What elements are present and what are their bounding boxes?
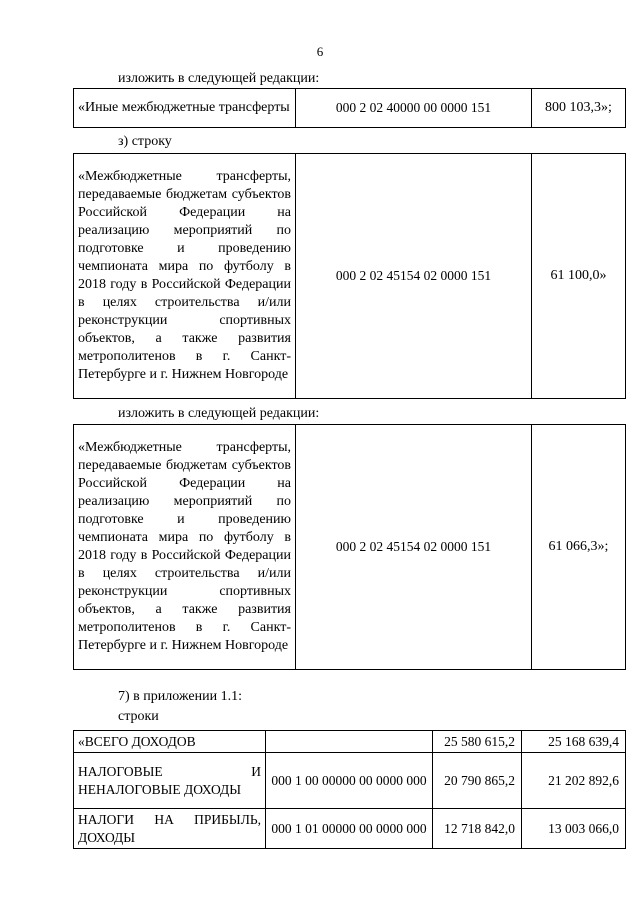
row-code: 000 2 02 40000 00 0000 151 [296, 89, 532, 128]
table-new-row [73, 424, 626, 670]
row-code: 000 1 01 00000 00 0000 000 [266, 809, 433, 849]
row-value-2: 25 168 639,4 [522, 731, 626, 753]
row-code: 000 1 00 00000 00 0000 000 [266, 753, 433, 809]
row-code [266, 731, 433, 753]
table-row [74, 809, 626, 849]
table-row [74, 89, 626, 128]
row-value-1: 12 718 842,0 [433, 809, 522, 849]
row-code: 000 2 02 45154 02 0000 151 [296, 425, 532, 670]
table-other-transfers [73, 88, 626, 128]
table-row [74, 753, 626, 809]
table-row [74, 425, 626, 670]
row-description: НАЛОГОВЫЕ И НЕНАЛОГОВЫЕ ДОХОДЫ [74, 753, 266, 809]
intro-text-2: изложить в следующей редакции: [118, 406, 320, 421]
item-rows-text: строки [118, 709, 159, 724]
row-description: «Иные межбюджетные трансферты [74, 89, 296, 128]
row-sum: 800 103,3»; [532, 89, 626, 128]
row-value-2: 21 202 892,6 [522, 753, 626, 809]
page-number: 6 [316, 44, 324, 59]
item-z-text: з) строку [118, 134, 172, 149]
row-value-1: 25 580 615,2 [433, 731, 522, 753]
row-description: «ВСЕГО ДОХОДОВ [74, 731, 266, 753]
row-sum: 61 100,0» [532, 154, 626, 399]
row-description: «Межбюджетные трансферты, передаваемые бюджетам субъектов Российской Федерации на реализацию мероприятий по подготовке и проведению чемпионата мира по футболу в 2018 году в Российской Федерации в целях строительства и/или реконструкции спортивных объектов, а также развития метрополитенов в г. Санкт-Петербурге и г. Нижнем Новгороде [74, 154, 296, 399]
table-row [74, 731, 626, 753]
row-code: 000 2 02 45154 02 0000 151 [296, 154, 532, 399]
row-value-1: 20 790 865,2 [433, 753, 522, 809]
row-description: НАЛОГИ НА ПРИБЫЛЬ, ДОХОДЫ [74, 809, 266, 849]
table-income-totals [73, 730, 626, 849]
intro-text-1: изложить в следующей редакции: [118, 71, 320, 86]
row-description: «Межбюджетные трансферты, передаваемые бюджетам субъектов Российской Федерации на реализацию мероприятий по подготовке и проведению чемпионата мира по футболу в 2018 году в Российской Федерации в целях строительства и/или реконструкции спортивных объектов, а также развития метрополитенов в г. Санкт-Петербурге и г. Нижнем Новгороде [74, 425, 296, 670]
item-7-text: 7) в приложении 1.1: [118, 689, 242, 704]
table-row [74, 154, 626, 399]
table-original-row [73, 153, 626, 399]
row-sum: 61 066,3»; [532, 425, 626, 670]
row-value-2: 13 003 066,0 [522, 809, 626, 849]
